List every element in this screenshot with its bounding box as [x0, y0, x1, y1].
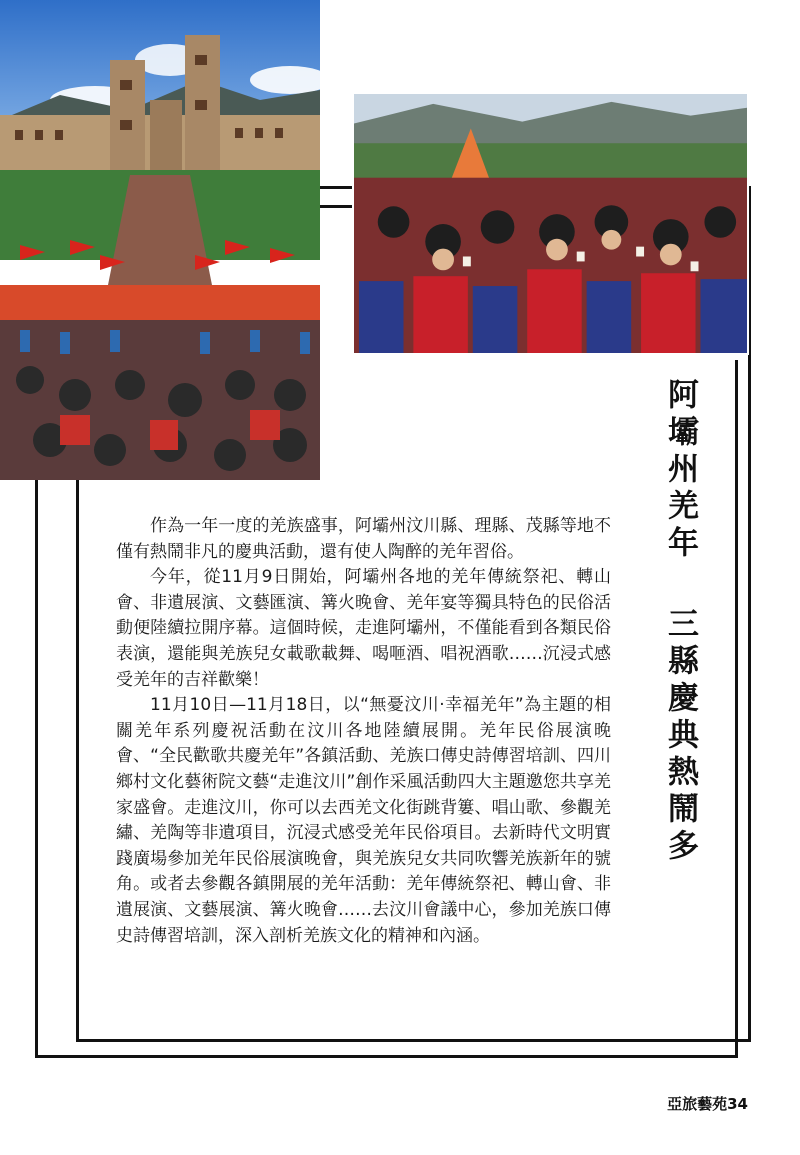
paragraph: 作為一年一度的羌族盛事，阿壩州汶川縣、理縣、茂縣等地不僅有熱鬧非凡的慶典活動，還有使人陶醉的羌年習俗。	[116, 516, 611, 562]
paragraph: 11月10日—11月18日，以“無憂汶川·幸福羌年”為主題的相關羌年系列慶祝活動在汶川各地陸續展開。羌年民俗展演晚會、“全民歡歌共慶羌年”各鎮活動、羌族口傳史詩傳習培訓、四川鄉村文化藝術院文藝“走進汶川”創作采風活動四大主題邀您共享羌家盛會。走進汶川，你可以去西羌文化街跳背簍、唱山歌、參觀羌繡、羌陶等非遺項目，沉浸式感受羌年民俗項目。去新時代文明實踐廣場參加羌年民俗展演晚會，與羌族兒女共同吹響羌族新年的號角。或者去參觀各鎮開展的羌年活動：羌年傳統祭祀、轉山會、非遺展演、文藝展演、篝火晚會……去汶川會議中心，參加羌族口傳史詩傳習培訓，深入剖析羌族文化的精神和內涵。	[116, 695, 611, 946]
frame-connector-line	[320, 186, 352, 189]
title-part-2: 三縣慶典熱鬧多	[662, 607, 698, 866]
page-number-label: 亞旅藝苑34	[667, 1095, 748, 1113]
frame-connector-line	[320, 205, 352, 208]
paragraph: 今年，從11月9日開始，阿壩州各地的羌年傳統祭祀、轉山會、非遺展演、文藝匯演、篝火晚會、羌年宴等獨具特色的民俗活動便陸續拉開序幕。這個時候，走進阿壩州，不僅能看到各類民俗表演，還能與羌族兒女載歌載舞、喝咂酒、唱祝酒歌……沉浸式感受羌年的吉祥歡樂！	[116, 567, 611, 690]
title-part-1: 阿壩州羌年	[662, 378, 698, 563]
castle-celebration-photo	[0, 0, 320, 480]
article-title	[655, 378, 705, 866]
toasting-crowd-photo	[352, 92, 749, 355]
article-body	[116, 514, 611, 949]
